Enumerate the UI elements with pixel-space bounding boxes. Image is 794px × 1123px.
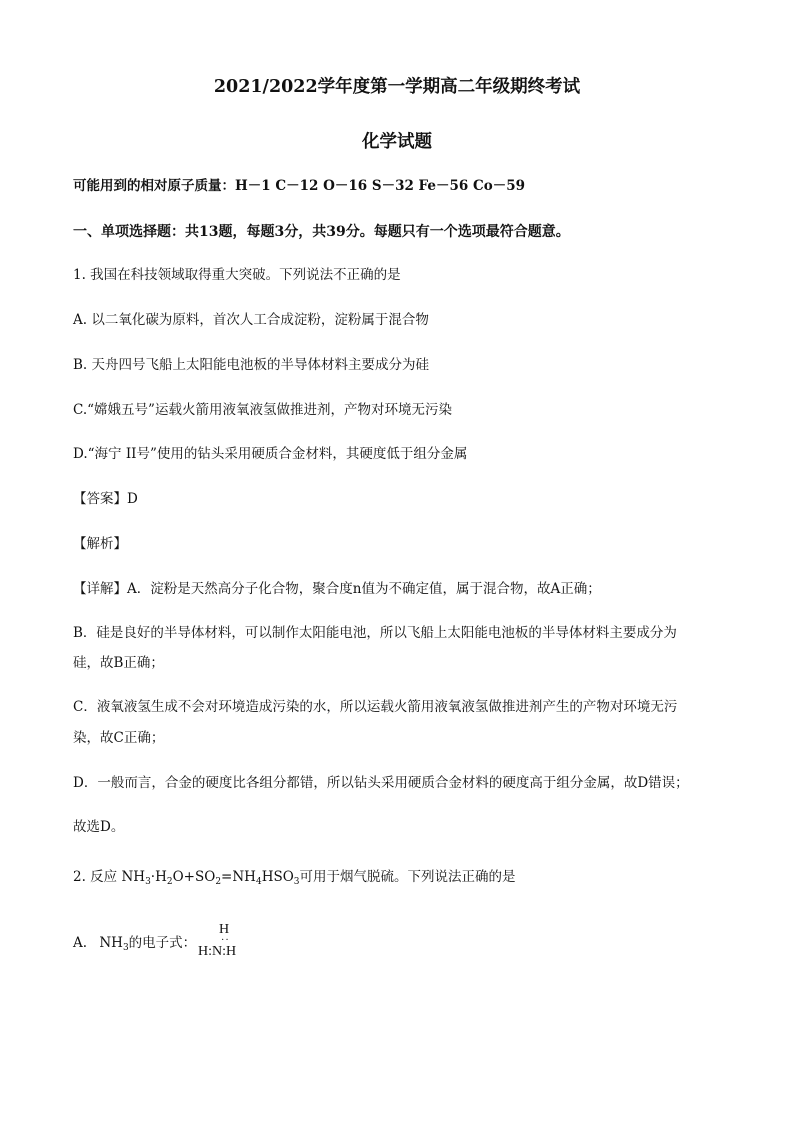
explanation-line: 【详解】A．淀粉是天然高分子化合物，聚合度n值为不确定值，属于混合物，故A正确； (73, 581, 601, 597)
question-2-number: 2. 反应 (73, 869, 118, 885)
lewis-structure-nh3 (198, 922, 258, 966)
page-subtitle: 化学试题 (362, 132, 432, 152)
explanation-line: C．液氧液氢生成不会对环境造成污染的水，所以运载火箭用液氧液氢做推进剂产生的产物对环境无污 (73, 699, 678, 715)
question-1-option-b: B. 天舟四号飞船上太阳能电池板的半导体材料主要成分为硅 (73, 357, 430, 373)
question-2-stem (73, 868, 516, 888)
lewis-top-h: H (219, 922, 230, 937)
answer: 【答案】D (73, 491, 138, 507)
explanation-line: 染，故C正确； (73, 730, 165, 746)
question-1-stem: 1. 我国在科技领域取得重大突破。下列说法不正确的是 (73, 267, 401, 283)
lewis-row: H:N:H (198, 944, 237, 959)
explanation-line: B．硅是良好的半导体材料，可以制作太阳能电池，所以飞船上太阳能电池板的半导体材料主要成分为 (73, 625, 677, 641)
atomic-masses: 可能用到的相对原子质量：H－1 C－12 O－16 S－32 Fe－56 Co－59 (73, 178, 526, 194)
analysis-label: 【解析】 (73, 536, 127, 552)
explanation-line: 硅，故B正确； (73, 655, 164, 671)
question-2-option-a: A. $NH_3$的电子式： (73, 935, 197, 953)
page-title: 2021/2022学年度第一学期高二年级期终考试 (213, 77, 581, 97)
explanation-line: 故选D。 (73, 819, 125, 835)
explanation-line: D．一般而言，合金的硬度比各组分都错，所以钻头采用硬质合金材料的硬度高于组分金属，故D错误； (73, 775, 689, 791)
section-heading: 一、单项选择题：共13题，每题3分，共39分。每题只有一个选项最符合题意。 (73, 224, 570, 240)
lewis-lone-pair: ·· (221, 935, 230, 946)
question-1-option-d: D.“海宁 II号”使用的钻头采用硬质合金材料，其硬度低于组分金属 (73, 446, 468, 462)
reaction-equation: $NH_3\cdot H_2O+SO_2=NH_4HSO_3$ (121, 869, 300, 887)
question-1-option-a: A. 以二氧化碳为原料，首次人工合成淀粉，淀粉属于混合物 (73, 312, 429, 328)
question-1-option-c: C.“嫦娥五号”运载火箭用液氧液氢做推进剂，产物对环境无污染 (73, 402, 452, 418)
question-2-tail: 可用于烟气脱硫。下列说法正确的是 (299, 869, 516, 885)
